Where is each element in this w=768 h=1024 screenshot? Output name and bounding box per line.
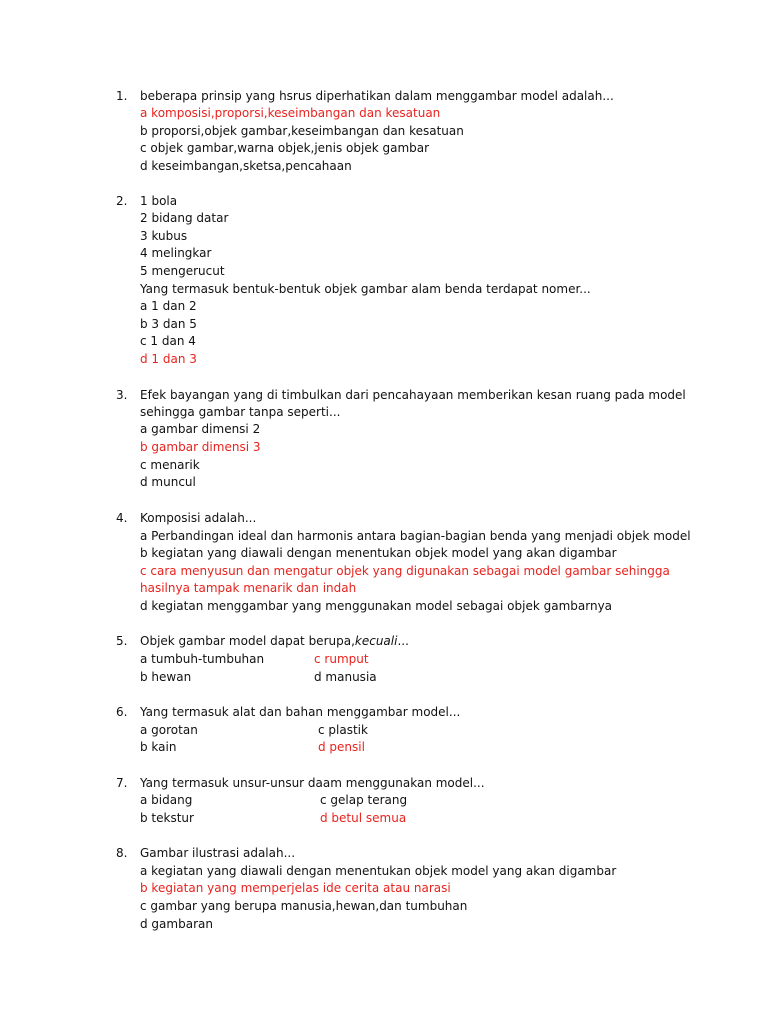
question-number: 1. — [116, 89, 128, 103]
question-stem — [140, 633, 409, 650]
list-item: 5 mengerucut — [140, 264, 225, 278]
answer-option: b kain — [140, 740, 177, 754]
answer-option: a gorotan — [140, 723, 198, 737]
answer-option-correct: d pensil — [318, 740, 365, 754]
question-stem: Komposisi adalah... — [140, 511, 257, 525]
answer-option: d kegiatan menggambar yang menggunakan model sebagai objek gambarnya — [140, 599, 613, 613]
answer-option: d keseimbangan,sketsa,pencahaan — [140, 159, 352, 173]
question-stem: Efek bayangan yang di timbulkan dari pencahayaan memberikan kesan ruang pada model — [140, 388, 686, 402]
answer-option: d manusia — [314, 670, 377, 684]
question-stem: Yang termasuk bentuk-bentuk objek gambar alam benda terdapat nomer... — [140, 282, 591, 296]
answer-option-correct: d betul semua — [320, 811, 407, 825]
answer-option: a 1 dan 2 — [140, 299, 197, 313]
answer-option: c objek gambar,warna objek,jenis objek gambar — [140, 141, 430, 155]
answer-option-correct: b kegiatan yang memperjelas ide cerita atau narasi — [140, 881, 451, 895]
answer-option: b hewan — [140, 670, 192, 684]
answer-option: b kegiatan yang diawali dengan menentukan objek model yang akan digambar — [140, 546, 617, 560]
question-number: 2. — [116, 194, 128, 208]
question-number: 5. — [116, 634, 128, 648]
question-stem: Yang termasuk alat dan bahan menggambar model... — [140, 705, 461, 719]
list-item: 2 bidang datar — [140, 211, 229, 225]
question-stem: Yang termasuk unsur-unsur daam menggunakan model... — [140, 776, 485, 790]
answer-option: a gambar dimensi 2 — [140, 422, 261, 436]
answer-option: a bidang — [140, 793, 193, 807]
answer-option-correct-continued: hasilnya tampak menarik dan indah — [140, 581, 357, 595]
question-number: 3. — [116, 388, 128, 402]
question-stem: Gambar ilustrasi adalah... — [140, 846, 296, 860]
answer-option-correct: d 1 dan 3 — [140, 352, 197, 366]
question-stem: beberapa prinsip yang hsrus diperhatikan dalam menggambar model adalah... — [140, 89, 614, 103]
answer-option: c 1 dan 4 — [140, 334, 196, 348]
answer-option: b 3 dan 5 — [140, 317, 197, 331]
list-item: 1 bola — [140, 194, 178, 208]
answer-option: d muncul — [140, 475, 196, 489]
answer-option-correct: c rumput — [314, 652, 369, 666]
question-number: 7. — [116, 776, 128, 790]
answer-option: c gambar yang berupa manusia,hewan,dan tumbuhan — [140, 899, 468, 913]
question-number: 6. — [116, 705, 128, 719]
answer-option: b proporsi,objek gambar,keseimbangan dan kesatuan — [140, 124, 464, 138]
stem-emphasis: kecuali — [354, 634, 398, 648]
question-number: 4. — [116, 511, 128, 525]
question-number: 8. — [116, 846, 128, 860]
list-item: 3 kubus — [140, 229, 188, 243]
answer-option: c plastik — [318, 723, 368, 737]
list-item: 4 melingkar — [140, 246, 212, 260]
question-stem-continued: sehingga gambar tanpa seperti... — [140, 405, 341, 419]
answer-option: a kegiatan yang diawali dengan menentukan objek model yang akan digambar — [140, 864, 617, 878]
answer-option: a Perbandingan ideal dan harmonis antara bagian-bagian benda yang menjadi objek model — [140, 529, 691, 543]
answer-option-correct: c cara menyusun dan mengatur objek yang digunakan sebagai model gambar sehingga — [140, 564, 670, 578]
answer-option: a tumbuh-tumbuhan — [140, 652, 265, 666]
answer-option: b tekstur — [140, 811, 194, 825]
answer-option-correct: a komposisi,proporsi,keseimbangan dan kesatuan — [140, 106, 441, 120]
answer-option: c menarik — [140, 458, 200, 472]
stem-suffix: ... — [397, 634, 409, 648]
answer-option: c gelap terang — [320, 793, 408, 807]
stem-prefix: Objek gambar model dapat berupa, — [140, 634, 355, 648]
answer-option: d gambaran — [140, 917, 213, 931]
answer-option-correct: b gambar dimensi 3 — [140, 440, 261, 454]
